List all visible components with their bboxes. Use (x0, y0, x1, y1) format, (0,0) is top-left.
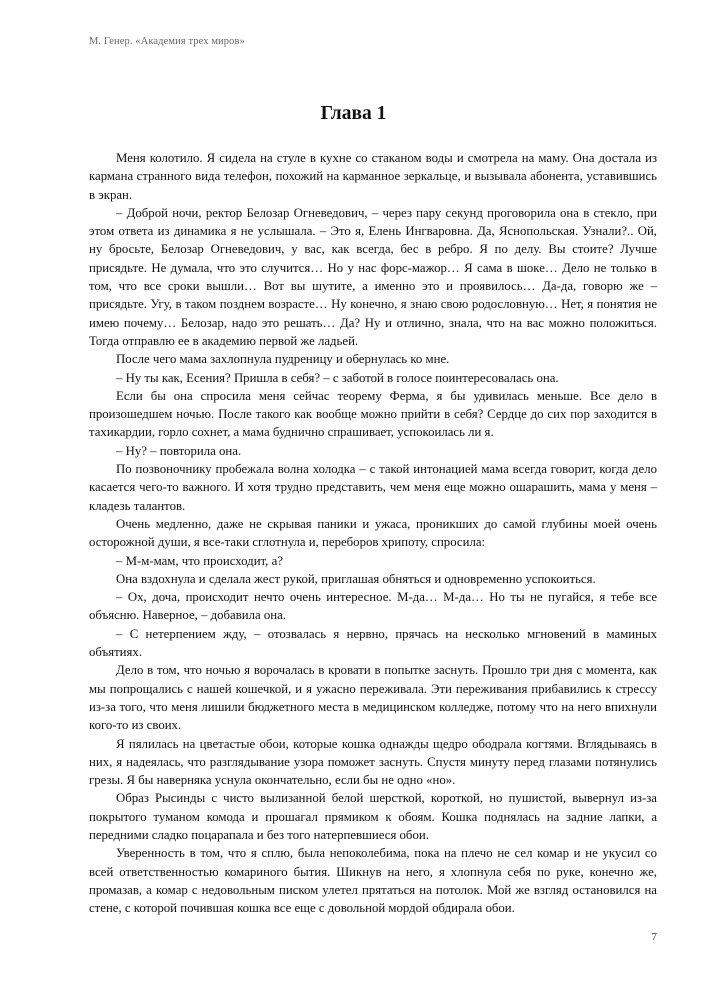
paragraph: Образ Рысинды с чисто вылизанной белой шерсткой, короткой, но пушистой, вывернул из-за покрытого туманом комода и прошагал прямиком к обоям. Кошка поднялась на задние лапки, а передними сладко поцарапала и без того натерпевшиеся обои. (89, 791, 657, 842)
paragraph: Если бы она спросила меня сейчас теорему Ферма, я бы удивилась меньше. Все дело в произошедшем ночью. После такого как вообще можно прийти в себя? Сердце до сих пор заходится в тахикардии, горло сохнет, а мама буднично спрашивает, успокоилась ли я. (89, 388, 657, 440)
paragraph: – Ох, доча, происходит нечто очень интересное. М-да… М-да… Но ты не пугайся, я тебе все объясню. Наверное, – добавила она. (89, 590, 657, 623)
running-header: М. Генер. «Академия трех миров» (89, 36, 245, 47)
paragraph: Меня колотило. Я сидела на стуле в кухне со стаканом воды и смотрела на маму. Она достала из кармана странного вида телефон, похожий на карманное зеркальце, и вызывала абонента, уставившись в экран. (89, 151, 657, 202)
paragraph: – Доброй ночи, ректор Белозар Огневедович, – через пару секунд проговорила она в стекло, при этом ответа из динамика я не услышала. – Это я, Елень Ингваровна. Да, Яснопольская. Узнали?.. Ой, ну бросьте, Белозар Огневедович, у вас, как всегда, бес в ребро. Я по делу. Вы стоите? Лучше присядьте. Не думала, что это случится… Но у нас форс-мажор… Я сама в шоке… Дело не только в том, что все сроки вышли… Вот вы шутите, а именно это и проявилось… Да-да, говорю же – присядьте. Угу, в таком позднем возрасте… Ну конечно, я знаю свою родословную… Нет, я понятия не имею почему… Белозар, надо это решать… Да? Ну и отлично, знала, что на вас можно положиться. Тогда отправлю ее в академию первой же ладьей. (89, 205, 657, 348)
paragraph: – Ну? – повторила она. (116, 443, 242, 458)
paragraph: Дело в том, что ночью я ворочалась в кровати в попытке заснуть. Прошло три дня с момента, как мы попрощались с нашей кошечкой, и я ужасно переживала. Эти переживания прибавились к стрессу из-за того, что меня лишили бюджетного места в медицинском колледже, потому что на него впихнули кого-то из своих. (89, 663, 657, 733)
paragraph: Я пялилась на цветастые обои, которые кошка однажды щедро ободрала когтями. Вглядываясь в них, я надеялась, что разглядывание узора поможет заснуть. Спустя минуту перед глазами потянулись грезы. Я бы наверняка уснула окончательно, если бы не одно «но». (89, 736, 657, 788)
chapter-title: Глава 1 (320, 103, 387, 124)
paragraph: – Ну ты как, Есения? Пришла в себя? – с заботой в голосе поинтересовалась она. (116, 370, 559, 385)
paragraph: После чего мама захлопнула пудреницу и обернулась ко мне. (116, 352, 450, 367)
paragraph: Уверенность в том, что я сплю, была непоколебима, пока на плечо не сел комар и не укусил со всей ответственностью комариного бытия. Шикнув на него, я хлопнула себя по руке, конечно же, промазав, а комар с недовольным писком улетел прятаться на потолок. Мой же взгляд остановился на стене, с которой почившая кошка все еще с довольной мордой обдирала обои. (89, 846, 657, 916)
paragraph: Очень медленно, даже не скрывая паники и ужаса, проникших до самой глубины моей очень осторожной души, я все-таки сглотнула и, переборов хрипоту, спросила: (89, 516, 657, 550)
paragraph: – М-м-мам, что происходит, а? (116, 553, 283, 568)
paragraph: По позвоночнику пробежала волна холодка – с такой интонацией мама всегда говорит, когда дело касается чего-то важного. И хотя трудно представить, чем меня еще можно ошарашить, мама у меня – кладезь талантов. (89, 462, 657, 513)
body-text (89, 149, 657, 917)
paragraph: – С нетерпением жду, – отозвалась я нервно, прячась на несколько мгновений в маминых объятиях. (89, 626, 657, 660)
page-number: 7 (651, 931, 657, 943)
paragraph: Она вздохнула и сделала жест рукой, приглашая обняться и одновременно успокоиться. (116, 571, 596, 586)
